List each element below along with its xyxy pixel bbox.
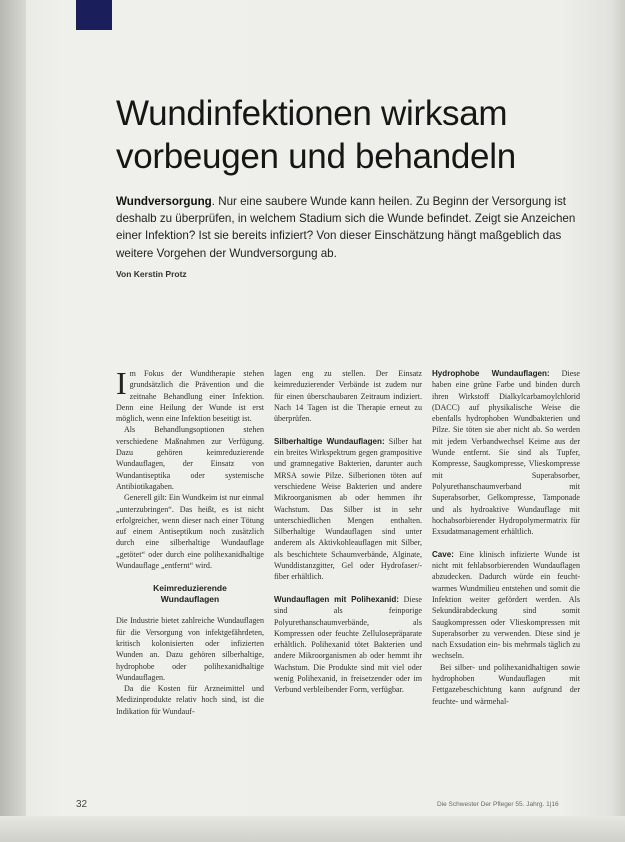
paragraph: Da die Kosten für Arzneimittel und Medizinprodukte relativ hoch sind, ist die Indikation für Wundauf- (116, 684, 264, 716)
page-bottom-edge (0, 816, 625, 842)
inline-heading: Hydrophobe Wundauflagen: (432, 369, 550, 378)
paragraph (274, 594, 422, 696)
lead-keyword: Wundversorgung (116, 195, 212, 208)
paragraph: Generell gilt: Ein Wundkeim ist nur einmal „unterzubringen“. Das heißt, es ist nicht erfolgreicher, wenn dieser nach einer Tötung auf einem Antiseptikum noch zusätzlich durch eine silberhaltige Wundauflage „getötet“ oder durch eine polihexanidhaltige Wundauflage „entfernt“ wird. (116, 493, 264, 571)
paragraph (432, 368, 580, 537)
inline-heading: Cave: (432, 549, 454, 559)
subheading-line-1: Keimreduzierende (153, 583, 227, 594)
paragraph (274, 436, 422, 583)
paragraph: Bei silber- und polihexanidhaltigen sowie hydrophoben Wundauflagen mit Fettgazebeschichtung kann aufgrund der feuchte- und wärmehal- (432, 662, 580, 706)
subheading-line-2: Wundauflagen (160, 594, 220, 605)
page-number: 32 (76, 799, 88, 810)
paragraph-text: Diese sind als feinporige Polyurethanschaumverbände, als Kompressen oder feuchte Zellulosepräparate erhältlich. Polihexanid tötet Bakterien und andere Mikroorganismen ab oder hemmt ihr Wachstum. Die Produkte sind mit viel oder wenig Polihexanid, in freisetzender oder im Verbund verbleibender Form, verfügbar. (274, 594, 422, 695)
paragraph (432, 549, 580, 662)
section-subheading (116, 583, 264, 605)
publication-footer: Die Schwester Der Pfleger 55. Jahrg. 1|16 (437, 801, 559, 808)
article-title: Wundinfektionen wirksam vorbeugen und behandeln (116, 94, 516, 176)
paragraph-gap (274, 583, 422, 594)
text-column-1 (116, 365, 264, 717)
page-fold-shadow (0, 0, 26, 842)
paragraph-text: Diese haben eine grüne Farbe und binden durch ihren Wirkstoff Dialkylcarbamoylchlorid (DACC) auf physikalische Weise die ebenfalls hydrophoben Wundbakterien und Pilze. Sie töten sie aber nicht ab. So werden mit jedem Verbandwechsel Keime aus der Wunde entfernt. Sie sind als Tupfer, Kompresse, Saugkompresse, Vlieskompresse mit Superabsorber, Polyurethanschaumverband mit Superabsorber, Gelkompresse, Tamponade und als hydroaktive Wundauflage mit hochabsorbierender Hydropolymermatrix für Exsudatmanagement erhältlich. (432, 369, 580, 537)
paragraph-text: Silber hat ein breites Wirkspektrum gegen grampositive und gramnegative Bakterien, darunter auch MRSA sowie Pilze. Silberionen töten auf verschiedene Weise Bakterien und andere Mikroorganismen ab oder hemmen ihr Wachstum. Das Silber ist in sehr unterschiedlichen Mengen enthalten. Silberhaltige Wundauflagen sind unter anderem als Aktivkohleauflagen mit Silber, als beschichtete Schaumverbände, Alginate, Wunddistanzgitter, Gel oder Hydrofaser/-fiber erhältlich. (274, 436, 422, 582)
byline: Von Kerstin Protz (116, 269, 187, 279)
paragraph: Als Behandlungsoptionen stehen verschiedene Maßnahmen zur Verfügung. Dazu gehören keimreduzierende Wundauflagen, der Einsatz von Wundantiseptika oder systemische Antibiotikagaben. (116, 425, 264, 491)
drop-cap: I (116, 365, 127, 401)
paragraph-gap (432, 537, 580, 548)
lead-text: . Nur eine saubere Wunde kann heilen. Zu Beginn der Versorgung ist deshalb zu überprüfen, in welchem Stadium sich die Wunde befindet. Zeigt sie Anzeichen einer Infektion? Ist sie bereits infiziert? Von dieser Einschätzung hängt maßgeblich das weitere Vorgehen der Wundversorgung ab. (116, 195, 576, 260)
inline-heading: Wundauflagen mit Polihexanid: (274, 594, 399, 604)
paragraph-text: Eine klinisch infizierte Wunde ist nicht mit fehlabsorbierenden Wundauflagen abzudecken. Dadurch würde ein feucht-warmes Wundmilieu entstehen und somit die Infektion weiter gefördert werden. Als Sekundärabdeckung sind somit Saugkompressen oder Vlieskompressen mit Superabsorber zu verwenden. Diese sind je nach Exsudation ein- bis mehrmals täglich zu wechseln. (432, 549, 580, 661)
paragraph (116, 365, 264, 424)
paragraph-text: m Fokus der Wundtherapie stehen grundsätzlich die Prävention und die zeitnahe Behandlung einer Infektion. Denn eine Heilung der Wunde ist erst möglich, wenn eine Infektion beseitigt ist. (116, 369, 264, 424)
article-lead (116, 193, 582, 262)
inline-heading: Silberhaltige Wundauflagen: (274, 436, 385, 446)
text-column-3 (432, 368, 580, 707)
text-column-2 (274, 368, 422, 696)
paragraph: lagen eng zu stellen. Der Einsatz keimreduzierender Verbände ist zudem nur für einen überschaubaren Zeitraum indiziert. Nach 14 Tagen ist die Therapie erneut zu überprüfen. (274, 369, 422, 424)
paragraph: Die Industrie bietet zahlreiche Wundauflagen für die Versorgung von infektgefährdeten, kritisch kolonisierten oder infizierten Wunden an. Dazu gehören silberhaltige, hydrophobe oder polihexanidhaltige Wundauflagen. (116, 616, 264, 682)
paragraph-gap (274, 424, 422, 435)
section-color-marker (76, 0, 112, 30)
